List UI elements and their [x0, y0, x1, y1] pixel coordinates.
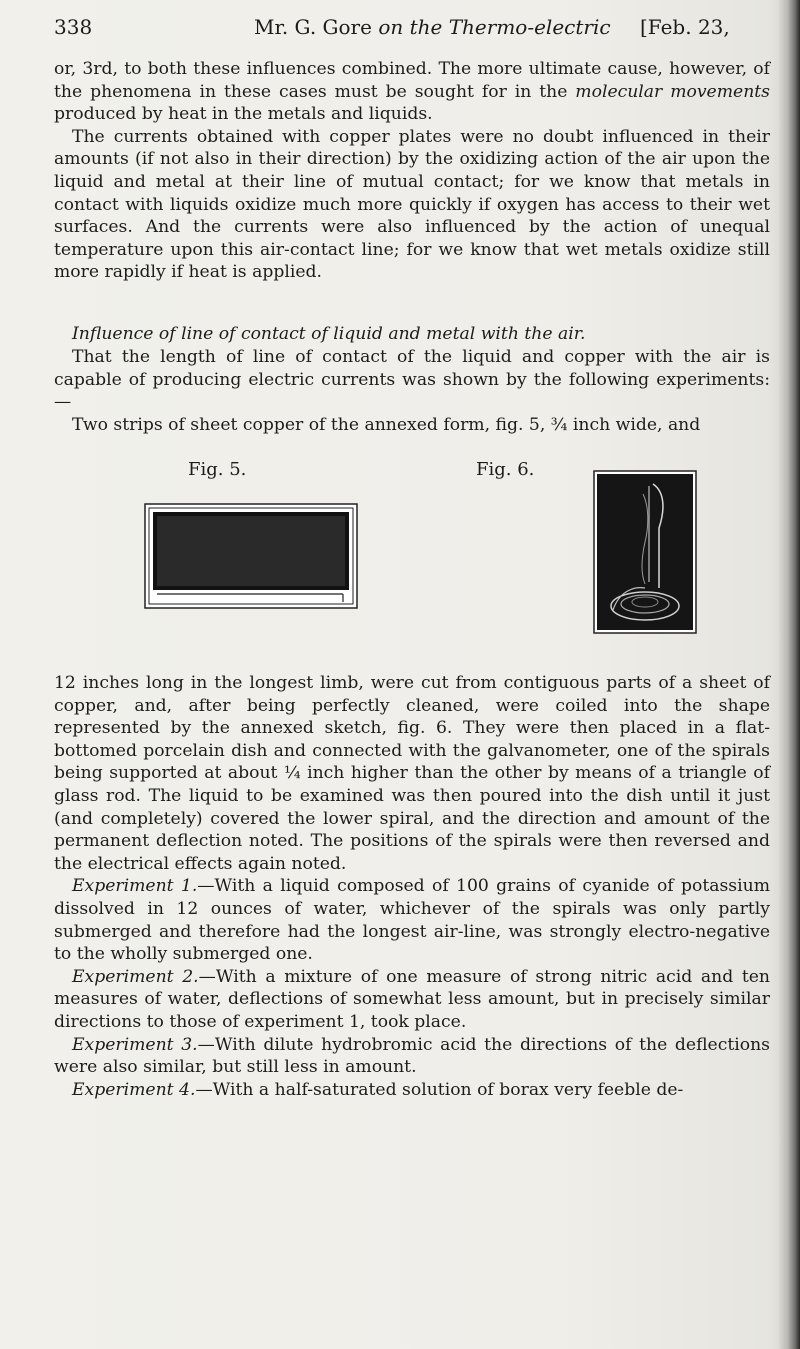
experiment-1-label: Experiment 1. — [72, 876, 198, 897]
section-heading: Influence of line of contact of liquid and metal with the air. — [72, 324, 586, 344]
paragraph-copper-plates: The currents obtained with copper plates were no doubt influenced in their amounts (if not also in their direction) by the oxidizing action of the air upon the liquid and metal at their line of mutual contact; for we know that metals in contact with liquids oxidize much more quickly if oxygen has access to their wet surfaces. And the currents were also influenced by the action of unequal temperature upon this air-contact line; for we know that wet metals oxidize still more rapidly if heat is applied. — [54, 126, 770, 283]
experiment-4-label: Experiment 4. — [72, 1079, 196, 1100]
page-number: 338 — [54, 15, 93, 39]
paragraph-method: 12 inches long in the longest limb, were cut from contiguous parts of a sheet of copper, and, after being perfectly cleaned, were coiled into the shape represented by the annexed sketch, fig. 6. They were then placed in a flat-bottomed porcelain dish and connected with the galvanometer, one of the spirals being supported at about ¼ inch higher than the other by means of a triangle of glass rod. The liquid to be examined was then poured into the dish until it just (and completely) covered the lower spiral, and the direction and amount of the permanent deflection noted. The positions of the spirals were then reversed and the electrical effects again noted. — [54, 673, 770, 874]
emphasis-molecular-movements: molecular movements — [575, 81, 770, 102]
experiment-1: Experiment 1.—With a liquid composed of 100 grains of cyanide of potassium dissolved in 12 ounces of water, whichever of the spirals was only partly submerged and therefore had the longest air-line, was strongly electro-negative to the wholly submerged one. — [54, 876, 770, 965]
running-title-subject: on the Thermo-electric — [378, 15, 611, 39]
running-title — [254, 12, 611, 42]
opening-text — [54, 58, 770, 284]
figure-6-label: Fig. 6. — [476, 459, 535, 480]
experiment-3: Experiment 3.—With dilute hydrobromic acid the directions of the deflections were also similar, but still less in amount. — [54, 1034, 770, 1078]
running-header — [54, 12, 770, 42]
figure-5-copper-strip — [143, 502, 359, 610]
section-intro — [54, 346, 770, 436]
issue-date: [Feb. 23, — [640, 15, 730, 39]
experiment-2-label: Experiment 2. — [72, 966, 199, 987]
paragraph-line-of-contact: That the length of line of contact of the liquid and copper with the air is capable of producing electric currents was shown by the following experiments:— — [54, 347, 770, 413]
running-title-author: Mr. G. Gore — [254, 15, 379, 39]
binding-edge — [778, 0, 800, 1349]
figure-6-coiled-spiral — [593, 470, 697, 634]
paragraph-continued: or, 3rd, to both these influences combined. The more ultimate cause, however, of the phenomena in these cases must be sought for in the molecular movements produced by heat in the metals and liquids. — [54, 59, 770, 125]
experiment-4: Experiment 4.—With a half-saturated solution of borax very feeble de- — [72, 1079, 684, 1100]
experiment-2: Experiment 2.—With a mixture of one measure of strong nitric acid and ten measures of water, deflections of somewhat less amount, but in precisely similar directions to those of experiment 1, took place. — [54, 966, 770, 1032]
main-text — [54, 672, 770, 1101]
paragraph-two-strips: Two strips of sheet copper of the annexed form, fig. 5, ¾ inch wide, and — [72, 414, 701, 435]
figure-5-label: Fig. 5. — [188, 459, 247, 480]
experiment-3-label: Experiment 3. — [72, 1034, 198, 1055]
